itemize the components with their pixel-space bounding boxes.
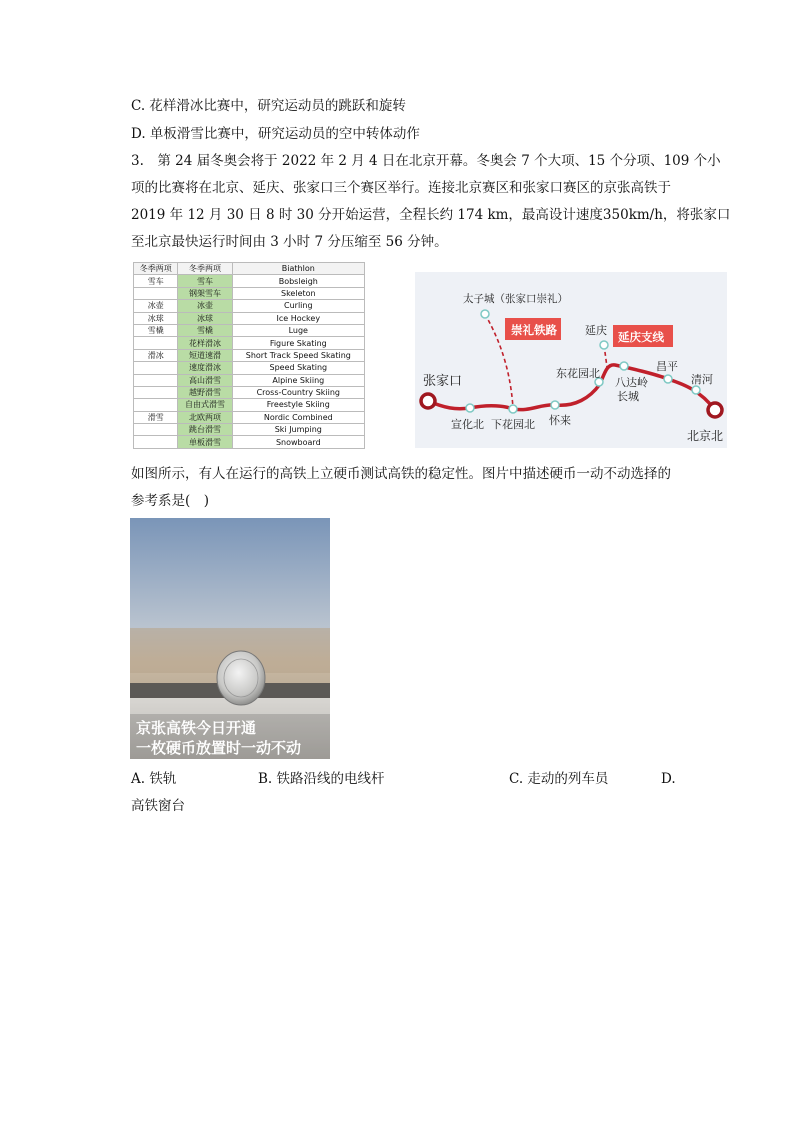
- table-row: [134, 411, 365, 423]
- table-cell-english: Alpine Skiing: [232, 374, 364, 386]
- table-cell-category: [134, 436, 178, 448]
- table-row: [134, 362, 365, 374]
- after-text-line-2: 参考系是( ): [131, 493, 210, 509]
- table-cell-chinese: 冰球: [178, 312, 232, 324]
- table-cell-english: Nordic Combined: [232, 411, 364, 423]
- table-cell-chinese: 冰壶: [178, 300, 232, 312]
- table-header-row: [134, 263, 365, 275]
- zhangjiakou-terminal: [421, 394, 435, 408]
- table-cell-chinese: 冬季两项: [178, 263, 232, 275]
- table-cell-chinese: 高山滑雪: [178, 374, 232, 386]
- label-taizicheng: 太子城（张家口崇礼）: [463, 293, 568, 305]
- table-cell-english: Figure Skating: [232, 337, 364, 349]
- table-row: [134, 386, 365, 398]
- winter-sports-table: [133, 262, 365, 449]
- question-3-line-4: 至北京最快运行时间由 3 小时 7 分压缩至 56 分钟。: [131, 234, 448, 250]
- photo-caption-1: 京张高铁今日开通: [136, 719, 257, 737]
- table-cell-category: 雪橇: [134, 324, 178, 336]
- answer-option-a: A. 铁轨: [131, 771, 177, 787]
- table-cell-chinese: 钢架雪车: [178, 287, 232, 299]
- station-yanqing: [600, 341, 608, 349]
- photo-caption-2: 一枚硬币放置时一动不动: [136, 739, 302, 757]
- table-cell-category: [134, 362, 178, 374]
- table-cell-english: Ski Jumping: [232, 424, 364, 436]
- beijingbei-terminal: [708, 403, 722, 417]
- label-donghuayuan: 东花园北: [556, 367, 600, 380]
- table-cell-category: [134, 374, 178, 386]
- table-cell-english: Cross-Country Skiing: [232, 386, 364, 398]
- table-cell-chinese: 越野滑雪: [178, 386, 232, 398]
- label-xuanhua: 宣化北: [451, 418, 484, 431]
- table-cell-category: [134, 337, 178, 349]
- table-cell-category: 冬季两项: [134, 263, 178, 275]
- answer-option-d-text: 高铁窗台: [131, 798, 185, 814]
- station-huailai: [551, 401, 559, 409]
- table-cell-english: Speed Skating: [232, 362, 364, 374]
- table-cell-chinese: 花样滑冰: [178, 337, 232, 349]
- table-cell-english: Short Track Speed Skating: [232, 349, 364, 361]
- table-cell-category: [134, 386, 178, 398]
- table-cell-category: [134, 424, 178, 436]
- station-taizicheng: [481, 310, 489, 318]
- table-row: [134, 275, 365, 287]
- table-cell-chinese: 自由式滑雪: [178, 399, 232, 411]
- table-cell-english: Skeleton: [232, 287, 364, 299]
- table-cell-category: [134, 287, 178, 299]
- table-row: [134, 300, 365, 312]
- station-badaling: [620, 362, 628, 370]
- table-row: [134, 324, 365, 336]
- table-row: [134, 287, 365, 299]
- question-3-line-1: 3. 第 24 届冬奥会将于 2022 年 2 月 4 日在北京开幕。冬奥会 7 个大项、15 个分项、109 个小: [131, 153, 721, 169]
- table-cell-english: Luge: [232, 324, 364, 336]
- after-text-line-1: 如图所示，有人在运行的高铁上立硬币测试高铁的稳定性。图片中描述硬币一动不动选择的: [131, 466, 671, 482]
- table-cell-english: Biathlon: [232, 263, 364, 275]
- table-row: [134, 337, 365, 349]
- table-cell-category: 冰壶: [134, 300, 178, 312]
- station-changping: [664, 375, 672, 383]
- table-cell-chinese: 雪车: [178, 275, 232, 287]
- label-chongli-line: 崇礼铁路: [511, 323, 557, 337]
- table-cell-chinese: 单板滑雪: [178, 436, 232, 448]
- table-cell-category: 滑雪: [134, 411, 178, 423]
- table-cell-chinese: 北欧两项: [178, 411, 232, 423]
- label-qinghe: 清河: [691, 373, 713, 386]
- answer-option-c: C. 走动的列车员: [509, 771, 609, 787]
- table-cell-category: 雪车: [134, 275, 178, 287]
- label-badaling-2: 长城: [617, 390, 639, 403]
- station-xiahuayuan: [509, 405, 517, 413]
- table-cell-category: [134, 399, 178, 411]
- table-cell-category: 滑冰: [134, 349, 178, 361]
- label-yanqing-branch: 延庆支线: [618, 330, 664, 344]
- label-xiahuayuan: 下花园北: [491, 418, 535, 431]
- table-row: [134, 424, 365, 436]
- table-cell-english: Freestyle Skiing: [232, 399, 364, 411]
- label-huailai: 怀来: [549, 414, 571, 427]
- table-cell-english: Snowboard: [232, 436, 364, 448]
- table-cell-category: 冰球: [134, 312, 178, 324]
- table-row: [134, 312, 365, 324]
- table-cell-chinese: 雪橇: [178, 324, 232, 336]
- answer-option-b: B. 铁路沿线的电线杆: [258, 771, 385, 787]
- answer-option-d: D.: [661, 771, 676, 787]
- station-qinghe: [692, 386, 700, 394]
- table-cell-chinese: 短道速滑: [178, 349, 232, 361]
- jingzhang-rail-map: [415, 272, 727, 448]
- table-cell-english: Ice Hockey: [232, 312, 364, 324]
- question-3-line-2: 项的比赛将在北京、延庆、张家口三个赛区举行。连接北京赛区和张家口赛区的京张高铁于: [131, 180, 671, 196]
- label-zhangjiakou: 张家口: [423, 374, 463, 389]
- option-c-line: C. 花样滑冰比赛中，研究运动员的跳跃和旋转: [131, 98, 406, 114]
- table-row: [134, 399, 365, 411]
- table-row: [134, 374, 365, 386]
- table-cell-english: Curling: [232, 300, 364, 312]
- table-cell-chinese: 速度滑冰: [178, 362, 232, 374]
- coin-on-train-photo: [130, 518, 330, 759]
- label-beijingbei: 北京北: [687, 429, 724, 443]
- label-changping: 昌平: [656, 360, 678, 373]
- table-cell-chinese: 跳台滑雪: [178, 424, 232, 436]
- question-3-line-3: 2019 年 12 月 30 日 8 时 30 分开始运营，全程长约 174 km，最高设计速度350km/h，将张家口: [131, 207, 731, 223]
- station-xuanhua: [466, 404, 474, 412]
- table-cell-english: Bobsleigh: [232, 275, 364, 287]
- label-yanqing: 延庆: [585, 324, 607, 337]
- label-badaling-1: 八达岭: [615, 376, 648, 389]
- option-d-line: D. 单板滑雪比赛中，研究运动员的空中转体动作: [131, 126, 420, 142]
- table-row: [134, 349, 365, 361]
- table-row: [134, 436, 365, 448]
